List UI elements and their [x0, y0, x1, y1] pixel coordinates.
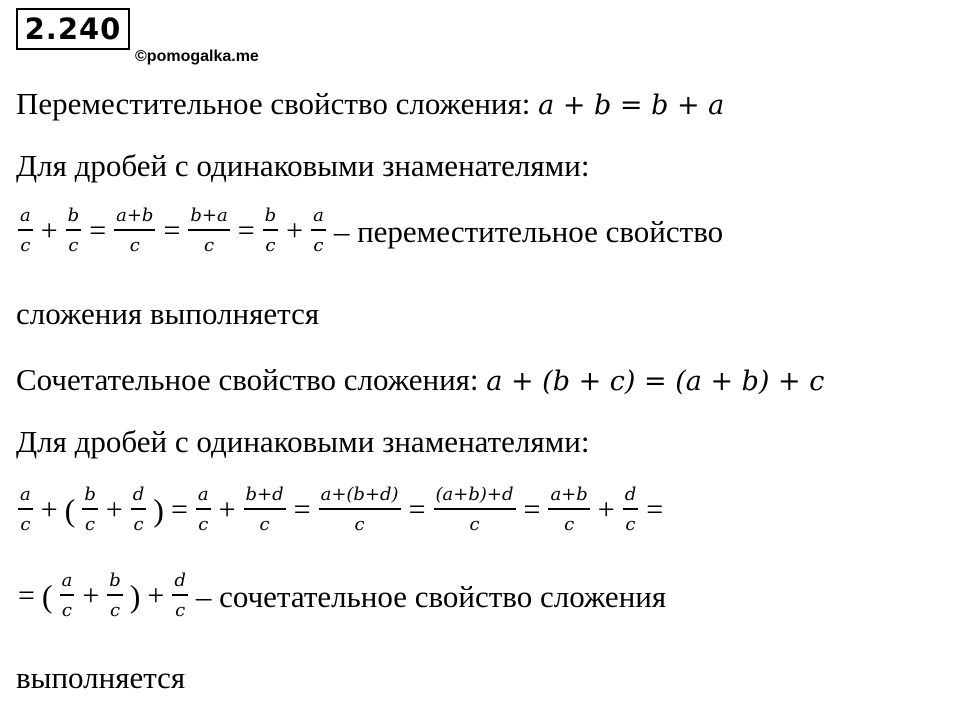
plus-sign: + [40, 493, 58, 526]
commutative-statement: Переместительное свойство сложения: [16, 86, 531, 121]
plus-sign: + [218, 493, 236, 526]
numerator: a [313, 205, 324, 226]
numerator: a [20, 205, 31, 226]
exercise-number: 2.240 [16, 8, 130, 50]
fraction [60, 572, 75, 620]
associative-note: Для дробей с одинаковыми знаменателями: [16, 424, 590, 459]
equals-sign: = [646, 493, 664, 526]
denominator: c [313, 235, 324, 256]
fraction [244, 486, 286, 534]
fraction [319, 486, 401, 534]
fraction [131, 486, 147, 534]
close-paren: ) [129, 578, 141, 614]
numerator: a [61, 570, 73, 591]
fraction [311, 207, 326, 255]
denominator: c [20, 514, 31, 535]
numerator: d [624, 484, 637, 505]
denominator: c [469, 514, 480, 535]
associative-equation-2 [14, 572, 666, 620]
associative-statement-line [16, 364, 824, 395]
fraction [623, 486, 639, 534]
equals-sign: = [89, 214, 107, 247]
plus-sign: + [286, 214, 304, 247]
denominator: c [259, 514, 270, 535]
denominator: c [61, 600, 72, 621]
numerator: b [84, 484, 96, 505]
numerator: (a+b)+d [435, 484, 514, 505]
associative-conclusion-cont: выполняется [16, 660, 186, 695]
commutative-formula: a + b = b + a [538, 90, 725, 121]
fraction [434, 486, 516, 534]
numerator: b [264, 205, 277, 226]
fraction [114, 207, 155, 255]
associative-formula: a + (b + c) = (a + b) + c [486, 366, 825, 397]
associative-equation-1 [14, 486, 667, 534]
denominator: c [354, 514, 365, 535]
denominator: c [625, 514, 636, 535]
fraction [188, 207, 229, 255]
fraction [548, 486, 589, 534]
numerator: d [132, 484, 145, 505]
equals-sign: = [237, 214, 255, 247]
open-paren: ( [41, 578, 53, 614]
numerator: a+(b+d) [320, 484, 399, 505]
fraction [66, 207, 82, 255]
plus-sign: + [40, 214, 58, 247]
associative-conclusion: – сочетательное свойство сложения [195, 578, 667, 614]
plus-sign: + [105, 493, 123, 526]
equals-sign: = [293, 493, 311, 526]
denominator: c [265, 235, 276, 256]
numerator: b+d [245, 484, 284, 505]
plus-sign: + [147, 579, 165, 612]
commutative-conclusion: – переместительное свойство [333, 213, 724, 249]
fraction [18, 486, 33, 534]
denominator: c [204, 235, 215, 256]
denominator: c [198, 514, 209, 535]
equals-sign: = [163, 214, 181, 247]
commutative-equation [14, 207, 723, 255]
fraction [82, 486, 98, 534]
fraction [196, 486, 211, 534]
numerator: a [197, 484, 209, 505]
numerator: b [109, 570, 121, 591]
denominator: c [109, 600, 121, 621]
associative-statement: Сочетательное свойство сложения: [16, 362, 479, 397]
watermark: ©pomogalka.me [135, 48, 259, 65]
equals-sign: = [18, 579, 35, 612]
fraction [18, 207, 33, 255]
denominator: c [68, 235, 79, 256]
plus-sign: + [597, 493, 615, 526]
denominator: c [133, 514, 144, 535]
commutative-statement-line [16, 88, 724, 119]
denominator: c [564, 514, 575, 535]
denominator: c [20, 235, 31, 256]
numerator: b [67, 205, 80, 226]
numerator: a+b [116, 205, 154, 226]
equals-sign: = [408, 493, 426, 526]
fraction [107, 572, 123, 620]
numerator: d [174, 570, 186, 591]
equals-sign: = [170, 493, 188, 526]
denominator: c [85, 514, 96, 535]
fraction [263, 207, 279, 255]
denominator: c [175, 600, 186, 621]
numerator: a+b [550, 484, 588, 505]
equals-sign: = [523, 493, 541, 526]
open-paren: ( [64, 492, 76, 528]
numerator: a [20, 484, 31, 505]
close-paren: ) [153, 492, 164, 528]
commutative-note: Для дробей с одинаковыми знаменателями: [16, 148, 590, 183]
commutative-conclusion-cont: сложения выполняется [16, 296, 320, 331]
numerator: b+a [190, 205, 228, 226]
plus-sign: + [82, 579, 100, 612]
denominator: c [129, 235, 140, 256]
fraction [172, 572, 188, 620]
